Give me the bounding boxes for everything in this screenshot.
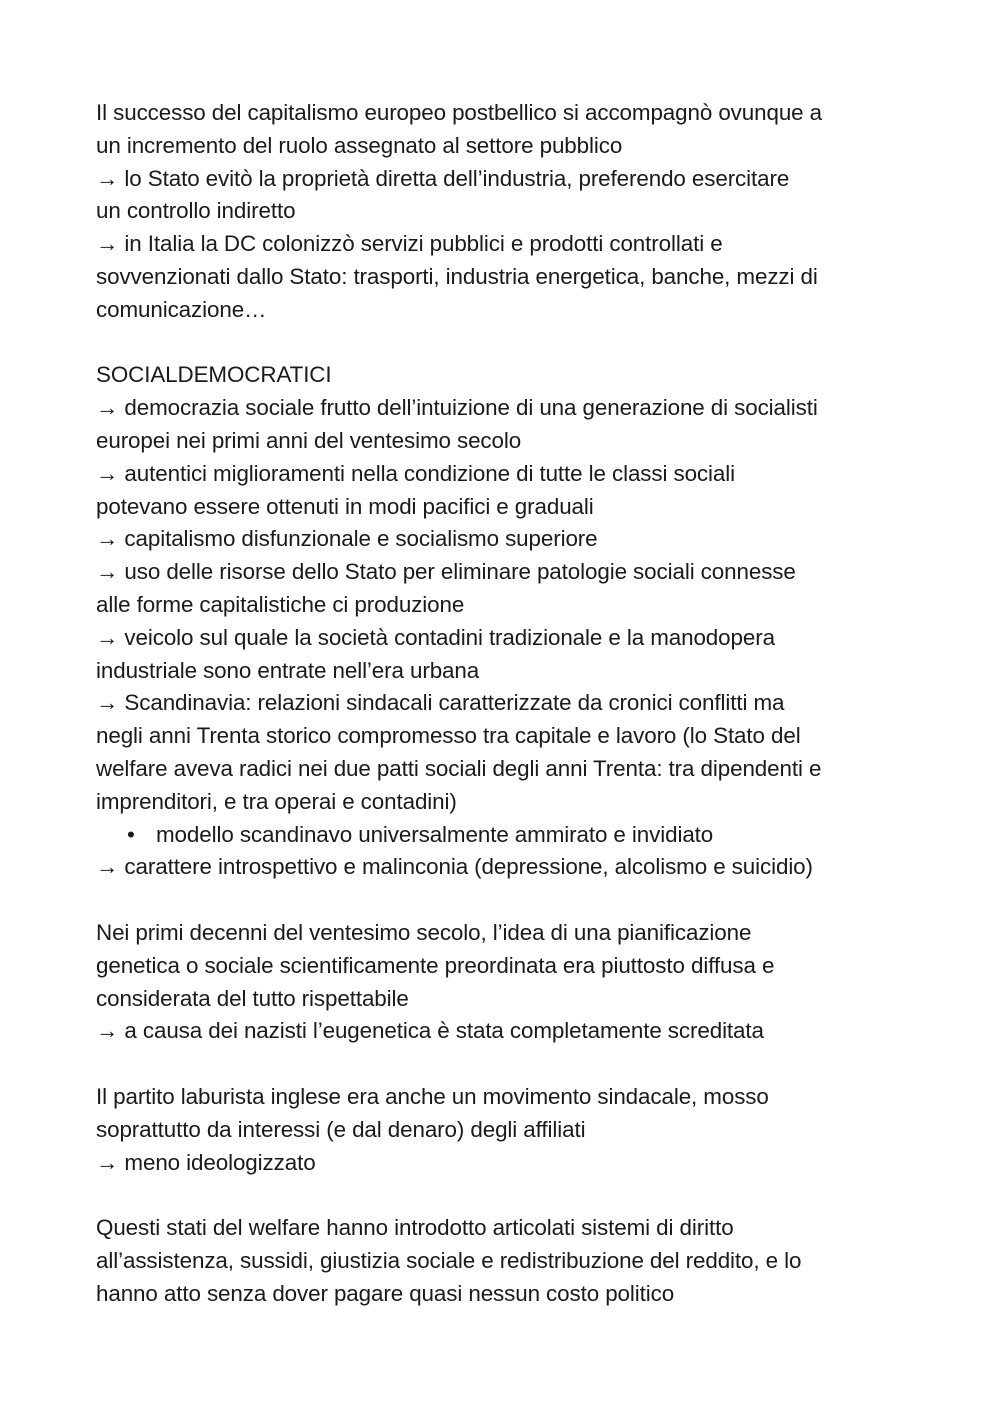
text-line: → democrazia sociale frutto dell’intuizione di una generazione di socialisti bbox=[96, 395, 818, 421]
text-line: → uso delle risorse dello Stato per eliminare patologie sociali connesse bbox=[96, 559, 796, 585]
blank-line bbox=[96, 1179, 926, 1212]
bullet-text: modello scandinavo universalmente ammirato e invidiato bbox=[156, 821, 714, 847]
text-line: → a causa dei nazisti l’eugenetica è stata completamente screditata bbox=[96, 1018, 764, 1044]
text-line: → carattere introspettivo e malinconia (depressione, alcolismo e suicidio) bbox=[96, 854, 813, 880]
text-line: un incremento del ruolo assegnato al settore pubblico bbox=[96, 132, 623, 158]
text-line: considerata del tutto rispettabile bbox=[96, 985, 409, 1011]
bullet-icon: • bbox=[127, 821, 135, 847]
text-line: negli anni Trenta storico compromesso tra capitale e lavoro (lo Stato del bbox=[96, 723, 801, 749]
text-line: europei nei primi anni del ventesimo secolo bbox=[96, 427, 522, 453]
text-line: all’assistenza, sussidi, giustizia sociale e redistribuzione del reddito, e lo bbox=[96, 1247, 802, 1273]
text-line: potevano essere ottenuti in modi pacifici e graduali bbox=[96, 493, 594, 519]
text-line: genetica o sociale scientificamente preordinata era piuttosto diffusa e bbox=[96, 952, 775, 978]
text-line: Il successo del capitalismo europeo postbellico si accompagnò ovunque a bbox=[96, 100, 823, 125]
text-line: comunicazione… bbox=[96, 296, 267, 322]
text-line: → veicolo sul quale la società contadini tradizionale e la manodopera bbox=[96, 624, 775, 650]
text-line: → meno ideologizzato bbox=[96, 1149, 316, 1175]
text-line: → Scandinavia: relazioni sindacali caratterizzate da cronici conflitti ma bbox=[96, 690, 785, 716]
text-line: imprenditori, e tra operai e contadini) bbox=[96, 788, 457, 814]
text-line: alle forme capitalistiche ci produzione bbox=[96, 591, 465, 617]
text-line: Il partito laburista inglese era anche un movimento sindacale, mosso bbox=[96, 1083, 769, 1109]
text-line: welfare aveva radici nei due patti sociali degli anni Trenta: tra dipendenti e bbox=[96, 755, 822, 781]
text-line: Nei primi decenni del ventesimo secolo, l’idea di una pianificazione bbox=[96, 919, 752, 945]
blank-line bbox=[96, 327, 926, 360]
blank-line bbox=[96, 1048, 926, 1081]
text-line: → capitalismo disfunzionale e socialismo superiore bbox=[96, 526, 598, 552]
bullet-item bbox=[96, 819, 926, 852]
text-line: → autentici miglioramenti nella condizione di tutte le classi sociali bbox=[96, 460, 736, 486]
text-line: soprattutto da interessi (e dal denaro) degli affiliati bbox=[96, 1116, 586, 1142]
text-line: sovvenzionati dallo Stato: trasporti, industria energetica, banche, mezzi di bbox=[96, 263, 818, 289]
text-line: → lo Stato evitò la proprietà diretta dell’industria, preferendo esercitare bbox=[96, 165, 790, 191]
section-heading: SOCIALDEMOCRATICI bbox=[96, 362, 332, 388]
blank-line bbox=[96, 884, 926, 917]
document-body bbox=[96, 97, 926, 1310]
text-line: → in Italia la DC colonizzò servizi pubblici e prodotti controllati e bbox=[96, 231, 723, 257]
text-line: industriale sono entrate nell’era urbana bbox=[96, 657, 480, 683]
text-line: Questi stati del welfare hanno introdotto articolati sistemi di diritto bbox=[96, 1215, 734, 1241]
text-line: un controllo indiretto bbox=[96, 198, 296, 224]
text-line: hanno atto senza dover pagare quasi nessun costo politico bbox=[96, 1280, 675, 1306]
